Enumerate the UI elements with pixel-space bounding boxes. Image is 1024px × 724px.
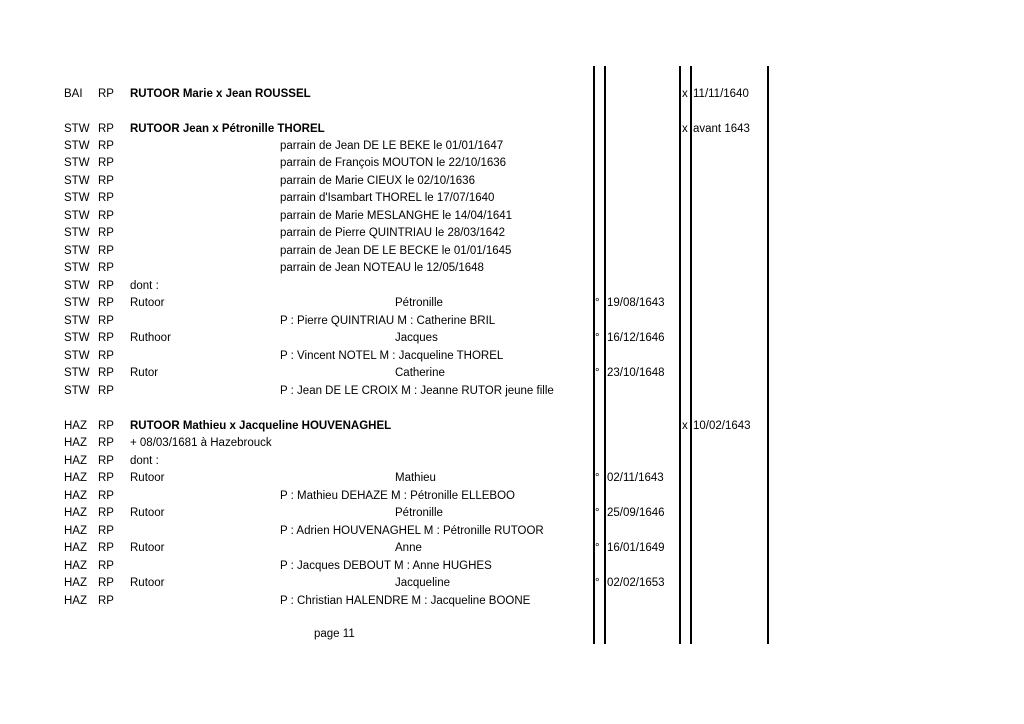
record-row [0, 558, 1024, 575]
record-row [0, 453, 1024, 470]
record-type: RP [98, 472, 114, 484]
person-name: Ruthoor [130, 332, 171, 344]
place-code: HAZ [64, 437, 87, 449]
birth-date: 25/09/1646 [607, 507, 665, 519]
record-row [0, 593, 1024, 610]
record-type: RP [98, 262, 114, 274]
first-name: Pétronille [395, 297, 443, 309]
place-code: HAZ [64, 420, 87, 432]
record-row [0, 383, 1024, 400]
birth-date: 02/02/1653 [607, 577, 665, 589]
record-type: RP [98, 157, 114, 169]
place-code: STW [64, 245, 90, 257]
record-type: RP [98, 385, 114, 397]
record-row [0, 86, 1024, 103]
place-code: STW [64, 210, 90, 222]
birth-mark: ° [595, 577, 600, 589]
record-row [0, 260, 1024, 277]
place-code: BAI [64, 88, 83, 100]
person-name: dont : [130, 280, 159, 292]
record-type: RP [98, 577, 114, 589]
record-row [0, 313, 1024, 330]
record-type: RP [98, 332, 114, 344]
first-name: Catherine [395, 367, 445, 379]
record-detail: P : Pierre QUINTRIAU M : Catherine BRIL [280, 315, 496, 327]
place-code: STW [64, 123, 90, 135]
birth-date: 23/10/1648 [607, 367, 665, 379]
record-row [0, 348, 1024, 365]
first-name: Jacques [395, 332, 438, 344]
person-name: RUTOOR Jean x Pétronille THOREL [130, 123, 325, 135]
place-code: STW [64, 192, 90, 204]
record-detail: parrain de Marie MESLANGHE le 14/04/1641 [280, 210, 513, 222]
record-type: RP [98, 123, 114, 135]
first-name: Jacqueline [395, 577, 450, 589]
record-detail: P : Adrien HOUVENAGHEL M : Pétronille RUTOOR [280, 525, 544, 537]
place-code: STW [64, 175, 90, 187]
place-code: HAZ [64, 542, 87, 554]
birth-mark: ° [595, 507, 600, 519]
place-code: STW [64, 350, 90, 362]
record-detail: P : Mathieu DEHAZE M : Pétronille ELLEBOO [280, 490, 515, 502]
record-type: RP [98, 490, 114, 502]
place-code: HAZ [64, 455, 87, 467]
marriage-mark: x [682, 123, 688, 135]
birth-mark: ° [595, 332, 600, 344]
record-row [0, 225, 1024, 242]
record-row [0, 435, 1024, 452]
person-name: Rutoor [130, 507, 165, 519]
record-detail: parrain de François MOUTON le 22/10/1636 [280, 157, 507, 169]
person-name: + 08/03/1681 à Hazebrouck [130, 437, 272, 449]
record-row [0, 365, 1024, 382]
place-code: STW [64, 140, 90, 152]
marriage-date: 11/11/1640 [693, 88, 749, 100]
record-row [0, 488, 1024, 505]
first-name: Pétronille [395, 507, 443, 519]
marriage-mark: x [682, 88, 688, 100]
record-detail: parrain de Jean NOTEAU le 12/05/1648 [280, 262, 484, 274]
record-row [0, 575, 1024, 592]
place-code: STW [64, 332, 90, 344]
person-name: Rutoor [130, 472, 165, 484]
place-code: STW [64, 385, 90, 397]
place-code: STW [64, 297, 90, 309]
record-type: RP [98, 227, 114, 239]
birth-date: 19/08/1643 [607, 297, 665, 309]
birth-date: 02/11/1643 [607, 472, 664, 484]
place-code: STW [64, 157, 90, 169]
record-row [0, 540, 1024, 557]
record-type: RP [98, 350, 114, 362]
page-number: page 11 [314, 628, 355, 640]
place-code: STW [64, 315, 90, 327]
record-row [0, 418, 1024, 435]
person-name: RUTOOR Mathieu x Jacqueline HOUVENAGHEL [130, 420, 392, 432]
birth-mark: ° [595, 472, 600, 484]
record-row [0, 155, 1024, 172]
record-type: RP [98, 507, 114, 519]
record-detail: P : Vincent NOTEL M : Jacqueline THOREL [280, 350, 504, 362]
record-row [0, 190, 1024, 207]
record-detail: parrain d'Isambart THOREL le 17/07/1640 [280, 192, 495, 204]
record-row [0, 243, 1024, 260]
birth-mark: ° [595, 542, 600, 554]
birth-date: 16/12/1646 [607, 332, 665, 344]
first-name: Anne [395, 542, 422, 554]
record-detail: parrain de Marie CIEUX le 02/10/1636 [280, 175, 475, 187]
record-type: RP [98, 437, 114, 449]
record-type: RP [98, 140, 114, 152]
record-row [0, 505, 1024, 522]
record-type: RP [98, 210, 114, 222]
record-type: RP [98, 595, 114, 607]
place-code: STW [64, 227, 90, 239]
record-type: RP [98, 542, 114, 554]
record-row [0, 121, 1024, 138]
birth-mark: ° [595, 297, 600, 309]
record-type: RP [98, 420, 114, 432]
first-name: Mathieu [395, 472, 436, 484]
record-type: RP [98, 280, 114, 292]
person-name: Rutoor [130, 542, 165, 554]
record-row [0, 208, 1024, 225]
record-type: RP [98, 315, 114, 327]
place-code: HAZ [64, 595, 87, 607]
record-row [0, 138, 1024, 155]
place-code: STW [64, 280, 90, 292]
record-type: RP [98, 525, 114, 537]
place-code: HAZ [64, 525, 87, 537]
marriage-mark: x [682, 420, 688, 432]
place-code: HAZ [64, 507, 87, 519]
record-detail: P : Jacques DEBOUT M : Anne HUGHES [280, 560, 492, 572]
person-name: Rutoor [130, 297, 165, 309]
record-row [0, 330, 1024, 347]
marriage-date: avant 1643 [693, 123, 750, 135]
marriage-date: 10/02/1643 [693, 420, 751, 432]
record-row [0, 523, 1024, 540]
place-code: STW [64, 262, 90, 274]
record-detail: parrain de Jean DE LE BECKE le 01/01/1645 [280, 245, 512, 257]
person-name: Rutoor [130, 577, 165, 589]
birth-mark: ° [595, 367, 600, 379]
record-type: RP [98, 367, 114, 379]
record-row [0, 173, 1024, 190]
record-row [0, 470, 1024, 487]
place-code: STW [64, 367, 90, 379]
person-name: Rutor [130, 367, 159, 379]
record-detail: parrain de Jean DE LE BEKE le 01/01/1647 [280, 140, 504, 152]
record-row [0, 278, 1024, 295]
record-type: RP [98, 175, 114, 187]
record-detail: P : Christian HALENDRE M : Jacqueline BOONE [280, 595, 531, 607]
record-type: RP [98, 88, 114, 100]
birth-date: 16/01/1649 [607, 542, 665, 554]
record-detail: parrain de Pierre QUINTRIAU le 28/03/1642 [280, 227, 505, 239]
place-code: HAZ [64, 577, 87, 589]
record-type: RP [98, 560, 114, 572]
place-code: HAZ [64, 472, 87, 484]
place-code: HAZ [64, 560, 87, 572]
person-name: RUTOOR Marie x Jean ROUSSEL [130, 88, 311, 100]
person-name: dont : [130, 455, 159, 467]
record-type: RP [98, 297, 114, 309]
record-type: RP [98, 192, 114, 204]
place-code: HAZ [64, 490, 87, 502]
record-type: RP [98, 455, 114, 467]
record-row [0, 295, 1024, 312]
record-detail: P : Jean DE LE CROIX M : Jeanne RUTOR jeune fille [280, 385, 554, 397]
record-type: RP [98, 245, 114, 257]
